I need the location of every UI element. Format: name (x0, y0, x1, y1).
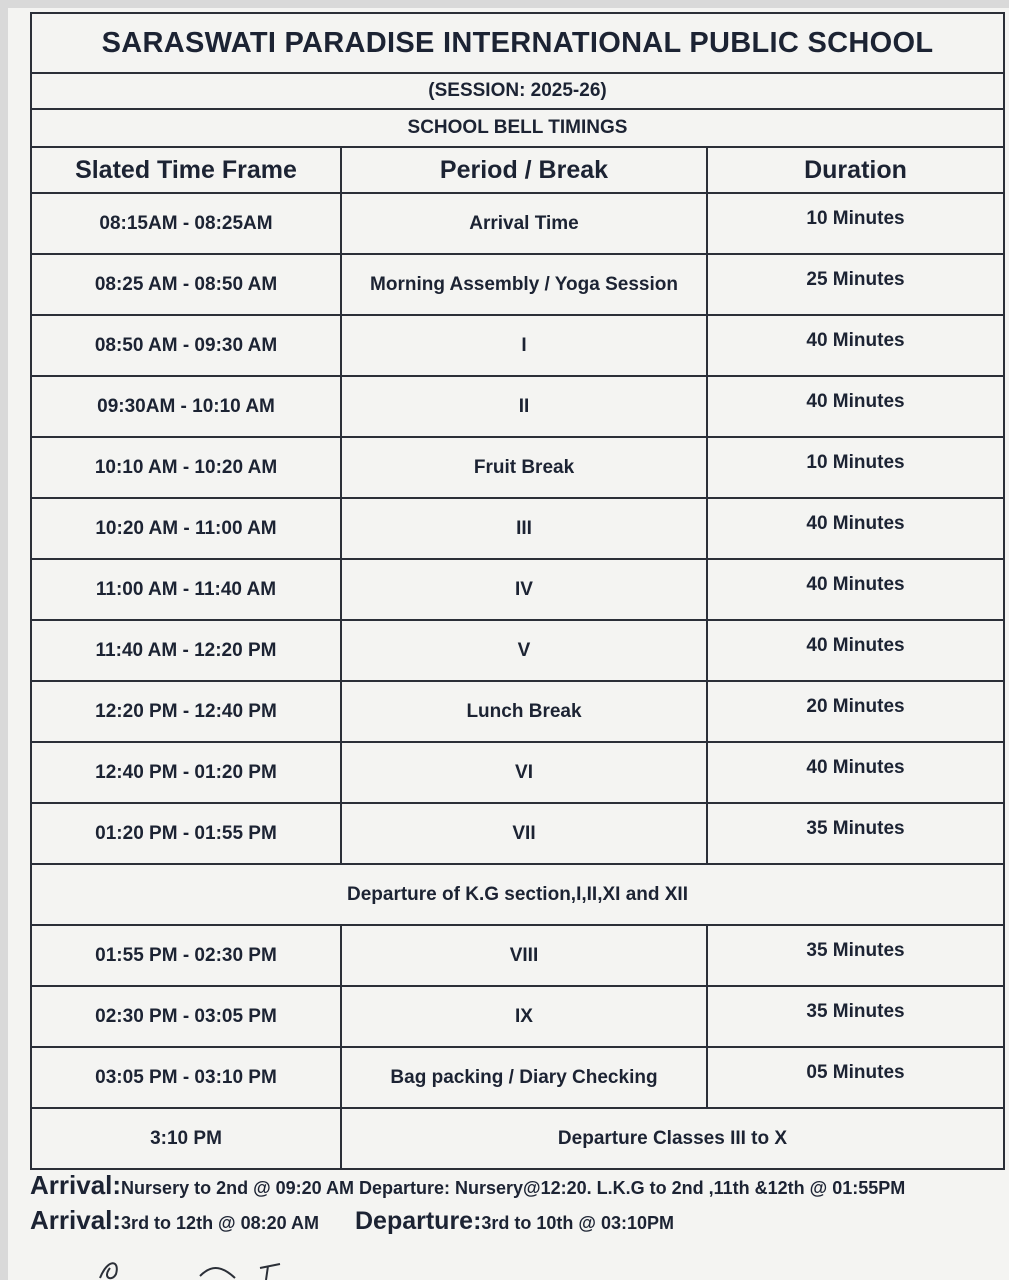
table-row (32, 804, 1003, 865)
table-row (32, 377, 1003, 438)
time-cell: 08:25 AM - 08:50 AM (32, 255, 342, 314)
time-cell: 10:20 AM - 11:00 AM (32, 499, 342, 558)
table-row (32, 1048, 1003, 1109)
period-cell: Bag packing / Diary Checking (342, 1048, 708, 1107)
duration-cell: 10 Minutes (806, 208, 905, 229)
subtitle-row (32, 108, 1003, 148)
period-cell: II (342, 377, 708, 436)
duration-cell: 10 Minutes (806, 452, 905, 473)
arrival-label-2: Arrival: (30, 1205, 122, 1235)
arrival-text-2: 3rd to 12th @ 08:20 AM (121, 1213, 319, 1233)
handwritten-scribble (90, 1238, 310, 1280)
footer-line-2 (30, 1205, 1005, 1236)
table-row (32, 621, 1003, 682)
table-row (32, 499, 1003, 560)
footer-line-1 (30, 1170, 1005, 1201)
time-cell: 03:05 PM - 03:10 PM (32, 1048, 342, 1107)
arrival-text-1: Nursery to 2nd @ 09:20 AM Departure: Nursery@12:20. L.K.G to 2nd ,11th &12th @ 01:55PM (121, 1178, 906, 1198)
time-cell: 01:55 PM - 02:30 PM (32, 926, 342, 985)
departure-note-row (32, 865, 1003, 926)
final-departure-row (32, 1109, 1003, 1170)
time-cell: 12:20 PM - 12:40 PM (32, 682, 342, 741)
duration-cell: 40 Minutes (806, 757, 905, 778)
session-label: (SESSION: 2025-26) (428, 80, 607, 101)
departure-note: Departure of K.G section,I,II,XI and XII (346, 883, 688, 905)
time-cell: 02:30 PM - 03:05 PM (32, 987, 342, 1046)
period-cell: VIII (342, 926, 708, 985)
title-row (32, 14, 1003, 74)
period-cell: Morning Assembly / Yoga Session (342, 255, 708, 314)
departure-text-2: 3rd to 10th @ 03:10PM (481, 1213, 675, 1233)
school-name: SARASWATI PARADISE INTERNATIONAL PUBLIC SCHOOL (101, 26, 934, 59)
table-row (32, 194, 1003, 255)
column-header-row (32, 148, 1003, 194)
duration-cell: 35 Minutes (806, 1001, 905, 1022)
schedule-rows-part1 (32, 194, 1003, 865)
table-row (32, 743, 1003, 804)
column-header-duration: Duration (804, 155, 907, 184)
schedule-rows-part2 (32, 926, 1003, 1109)
table-row (32, 255, 1003, 316)
period-cell: V (342, 621, 708, 680)
time-cell: 08:50 AM - 09:30 AM (32, 316, 342, 375)
arrival-label-1: Arrival: (30, 1170, 122, 1200)
period-cell: Arrival Time (342, 194, 708, 253)
footer-notes (30, 1170, 1005, 1236)
duration-cell: 40 Minutes (806, 635, 905, 656)
period-cell: Fruit Break (342, 438, 708, 497)
table-row (32, 438, 1003, 499)
time-cell: 08:15AM - 08:25AM (32, 194, 342, 253)
duration-cell: 05 Minutes (806, 1062, 905, 1083)
period-cell: Lunch Break (342, 682, 708, 741)
duration-cell: 40 Minutes (806, 391, 905, 412)
time-cell: 12:40 PM - 01:20 PM (32, 743, 342, 802)
time-cell: 09:30AM - 10:10 AM (32, 377, 342, 436)
time-cell: 10:10 AM - 10:20 AM (32, 438, 342, 497)
duration-cell: 40 Minutes (806, 574, 905, 595)
duration-cell: 25 Minutes (806, 269, 905, 290)
duration-cell: 20 Minutes (806, 696, 905, 717)
period-cell: IV (342, 560, 708, 619)
subtitle: SCHOOL BELL TIMINGS (407, 117, 628, 138)
period-cell: IX (342, 987, 708, 1046)
period-cell: III (342, 499, 708, 558)
duration-cell: 40 Minutes (806, 513, 905, 534)
period-cell: VI (342, 743, 708, 802)
duration-cell: 35 Minutes (806, 940, 905, 961)
duration-cell: 35 Minutes (806, 818, 905, 839)
time-cell: 01:20 PM - 01:55 PM (32, 804, 342, 863)
table-row (32, 316, 1003, 377)
bell-timings-table (30, 12, 1005, 1170)
departure-label-2: Departure: (354, 1207, 482, 1235)
final-time: 3:10 PM (32, 1109, 342, 1168)
final-departure-text: Departure Classes III to X (557, 1127, 788, 1149)
table-row (32, 682, 1003, 743)
period-cell: I (342, 316, 708, 375)
column-header-period: Period / Break (342, 148, 708, 192)
column-header-time: Slated Time Frame (32, 148, 342, 192)
time-cell: 11:00 AM - 11:40 AM (32, 560, 342, 619)
table-row (32, 926, 1003, 987)
table-row (32, 560, 1003, 621)
table-row (32, 987, 1003, 1048)
session-row (32, 74, 1003, 108)
duration-cell: 40 Minutes (806, 330, 905, 351)
period-cell: VII (342, 804, 708, 863)
time-cell: 11:40 AM - 12:20 PM (32, 621, 342, 680)
